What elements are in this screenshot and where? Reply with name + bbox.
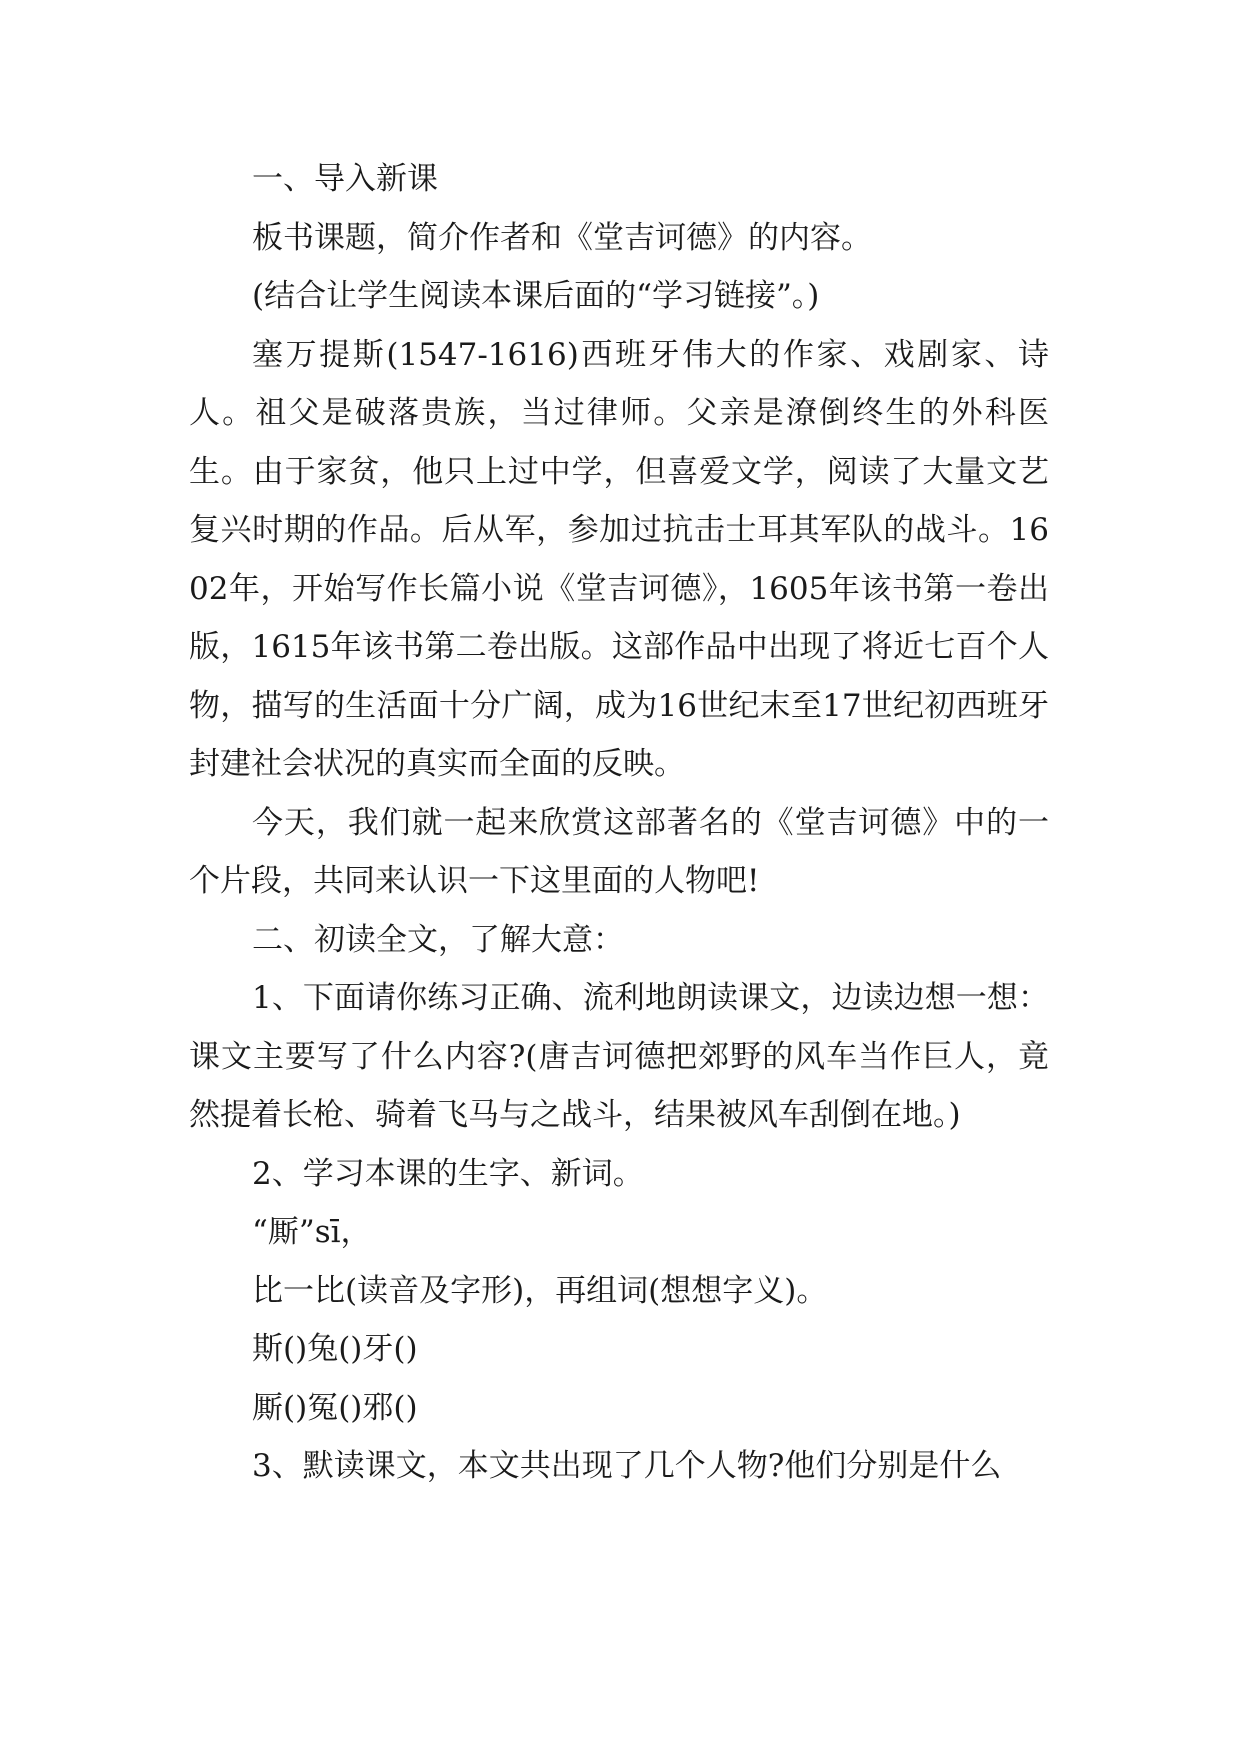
heading-first-reading: 二、初读全文，了解大意：	[252, 921, 624, 958]
paragraph-compare-instruction: 比一比(读音及字形)，再组词(想想字义)。	[252, 1272, 828, 1309]
paragraph-today-intro: 今天，我们就一起来欣赏这部著名的《堂吉诃德》中的一个片段，共同来认识一下这里面的人物吧!	[189, 804, 1049, 899]
paragraph-board-title: 板书课题，简介作者和《堂吉诃德》的内容。	[252, 219, 872, 256]
paragraph-task-2: 2、学习本课的生字、新词。	[252, 1155, 644, 1192]
heading-intro-new-lesson: 一、导入新课	[252, 161, 438, 197]
paragraph-author-bio: 塞万提斯(1547-1616)西班牙伟大的作家、戏剧家、诗人。祖父是破落贵族，当过律师。父亲是潦倒终生的外科医生。由于家贫，他只上过中学，但喜爱文学，阅读了大量文艺复兴时期的作品。后从军，参加过抗击士耳其军队的战斗。1602年，开始写作长篇小说《堂吉诃德》，1605年该书第一卷出版，1615年该书第二卷出版。这部作品中出现了将近七百个人物，描写的生活面十分广阔，成为16世纪末至17世纪初西班牙封建社会状况的真实而全面的反映。	[189, 336, 1049, 782]
paragraph-word-row-1: 斯()兔()牙()	[252, 1331, 418, 1367]
document-body	[189, 150, 1049, 1496]
paragraph-word-row-2: 厮()冤()邪()	[252, 1389, 418, 1426]
paragraph-task-3: 3、默读课文，本文共出现了几个人物?他们分别是什么	[252, 1448, 1002, 1484]
paragraph-study-link-note: (结合让学生阅读本课后面的“学习链接”。)	[252, 278, 820, 314]
paragraph-task-1: 1、下面请你练习正确、流利地朗读课文，边读边想一想：课文主要写了什么内容?(唐吉诃德把郊野的风车当作巨人，竟然提着长枪、骑着飞马与之战斗，结果被风车刮倒在地。)	[189, 980, 1049, 1133]
paragraph-character-si: “厮”sī，	[252, 1214, 372, 1250]
